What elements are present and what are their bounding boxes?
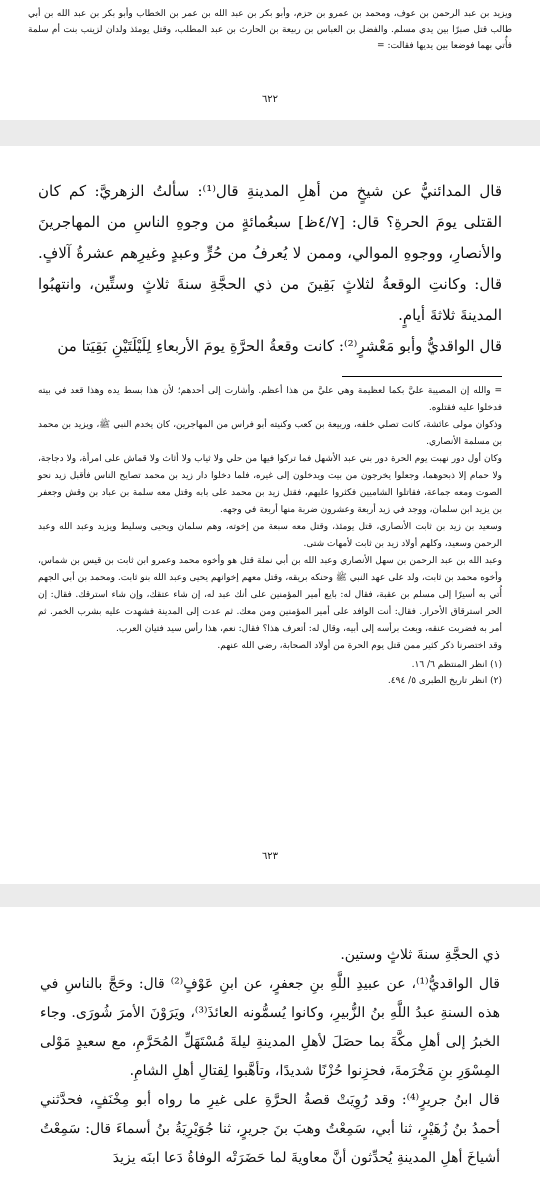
current-page (0, 146, 540, 884)
footnote: وذكوان مولى عائشة، كانت تصلي خلفه، وربيعة بن كعب وكنيته أبو فراس من المهاجرين، كان يخدم النبي ﷺ، ويزيد بن محمد بن مسلمة الأنصاري. (38, 420, 502, 447)
reference: (٢) انظر تاريخ الطبرى ٥/ ٤٩٤. (387, 676, 502, 686)
next-page (0, 907, 540, 1200)
footnote-separator (342, 376, 502, 377)
footnote: وقد اختصرنا ذكر كثير ممن قتل يوم الحرة من أولاد الصحابة، رضي الله عنهم. (217, 641, 502, 651)
body-paragraph: قال المدائنيُّ عن شيخٍ من أهلِ المدينةِ قال⁽¹⁾: سألتُ الزهريَّ: كم كان القتلى يومَ الحرةِ؟ قال: [٤/٧ظ] سبعُمائةٍ من وجوهِ الناسِ من المهاجرينَ والأنصارِ، ووجوهِ الموالي، وممن لا يُعرفُ من حُرٍّ وعبدٍ وغيرِهم عشرةُ آلافٍ. قال: وكانتِ الوقعةُ لثلاثٍ بَقِينَ من ذي الحجَّةِ سنةَ ثلاثٍ وستِّين، وانتهبُوا المدينةَ ثلاثةَ أيامٍ. (38, 182, 503, 324)
body-paragraph: قال الواقديُّ وأبو مَعْشرٍ⁽²⁾: كانت وقعةُ الحرَّةِ يومَ الأربعاءِ لِلَيْلَتَيْنِ بَقِيَتا من (57, 337, 502, 355)
continued-footnote: ويزيد بن عبد الرحمن بن عوف، ومحمد بن عمرو بن حزم، وأبو بكر بن عبد الله بن عمر بن الخطاب وأبو بكر بن عبد الله بن أبي طالب قتل صبرًا بين يدي مسلم. والفضل بن العباس بن ربيعة بن الحارث بن عبد المطلب، وقتل يومئذ ولدان لزينب بنت أم سلمة فأُتي بهما فوضعا بين يديها فقالت: = (28, 9, 512, 51)
references (38, 657, 502, 689)
footnote: = والله إن المصيبة عليَّ بكما لعظيمة وهي عليَّ من هذا أعظم. وأشارت إلى أحدهم؛ لأن هذا بسط يده وهذا قعد في بيته فدخلوا عليه فقتلوه. (38, 386, 502, 413)
footnotes (38, 383, 502, 655)
page-number: ٦٢٣ (261, 851, 279, 862)
body-paragraph: ذي الحجَّةِ سنةَ ثلاثٍ وستين. (340, 947, 500, 963)
body-paragraph: قال ابنُ جريرٍ⁽⁴⁾: وقد رُوِيَتْ قصةُ الحرَّةِ على غيرِ ما رواه أبو مِخْنَفٍ، فحدَّثني أحمدُ بنُ زُهَيْرٍ، ثنا أبي، سَمِعْتُ وهبَ بنَ جريرٍ، ثنا جُوَيْرِيَةُ بنُ أسماءَ قال: سَمِعْتُ أشياخَ أهلِ المدينةِ يُحدِّثون أنَّ معاويةَ لما حَضَرَتْه الوفاةُ دَعا ابنَه يزيدَ (40, 1092, 500, 1166)
reference: (١) انظر المنتظم ٦/ ١٦. (411, 660, 502, 670)
footnote: وعبد الله بن عبد الرحمن بن سهل الأنصاري وعبد الله بن أبي نملة قتل هو وأخوه محمد وعمرو ابن ثابت بن قيس بن شماس، وأخوه محمد بن ثابت، ولد على عهد النبي ﷺ وحنكه بريقه، وقتل معهم إخوانهم يحيى وعبد الله بنو ثابت. ومحمد بن أبي الجهم أُتي به أسيرًا إلى مسلم بن عقبة، فقال له: بايع أمير المؤمنين على أنك عبد له، إن شاء عتقك، وإن شاء استرقك. فقال: إن الحر استرقاق الأحرار. فقال: أنت الوافد على أمير المؤمنين ومن معك. ثم عدت إلى المدينة فشهدت عليه بشرب الخمر. ثم أمر به فضربت عنقه، وبعث برأسه إلى أبيه، وقال له: أتعرف هذا؟ فقال: نعم، هذا رأس سيد فتيان العرب. (38, 556, 502, 634)
footnote: وكان أول دور نهبت يوم الحرة دور بني عبد الأشهل فما تركوا فيها من حلي ولا ثياب ولا أثاث ولا قماش على امرأة، ولا دجاجة، ولا حمام إلا ذبحوهما، وجعلوا يخرجون من بيت ويدخلون إلى غيره، فلما دخلوا دار زيد بن محمد تصايح الناس فأقبل زيد نحو الصوت ومعه جماعة، فقاتلوا الشاميين فكثروا عليهم، فقتل زيد بن محمد على بابه وقتل معه سلمة بن عباد بن وقش وجعفر بن يزيد ابن سلمان، ووجد في زيد أربعة وعشرون ضربة منها أربعة في وجهه. (38, 454, 502, 515)
footnote: وسعيد بن زيد بن ثابت الأنصاري، قتل يومئذ، وقتل معه سبعة من إخوته، وهم سلمان ويحيى وسليط ويزيد وعبد الله وعبد الرحمن وسعيد، وكلهم أولاد زيد بن ثابت لأمهات شتى. (38, 522, 502, 549)
body-paragraph: قال الواقديُّ⁽¹⁾، عن عبيدِ اللَّهِ بنِ جعفرٍ، عن ابنِ عَوْفٍ⁽²⁾ قال: وحَجَّ بالناسِ في هذه السنةِ عبدُ اللَّهِ بنُ الزُّبيرِ، وكانوا يُسمُّونه العائذَ⁽³⁾، ويَرَوْنَ الأمرَ شُورَى. وجاء الخبرُ إلى أهلِ مكَّةَ بما حصَلَ لأهلِ المدينةِ ليلةَ مُسْتَهَلِّ المُحَرَّمِ، مع سعيدٍ مَوْلى المِسْوَرِ بنِ مَخْرَمةَ، فحزِنوا حُزْنًا شديدًا، وتأهَّبوا لِقتالِ أهلِ الشامِ. (40, 976, 500, 1079)
previous-page (0, 0, 540, 120)
page-number: ٦٢٢ (261, 94, 279, 105)
